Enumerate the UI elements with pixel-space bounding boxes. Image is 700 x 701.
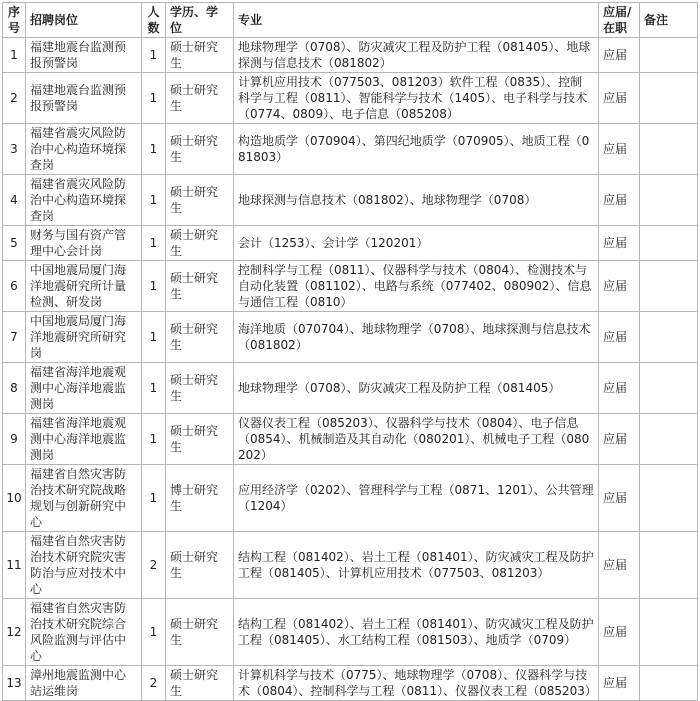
cell-degree: 硕士研究生 xyxy=(166,666,234,701)
cell-note xyxy=(640,414,698,465)
header-position: 招聘岗位 xyxy=(26,3,142,38)
cell-status: 应届 xyxy=(599,38,640,73)
cell-position: 福建省震灾风险防治中心构造环境探查岗 xyxy=(26,124,142,175)
cell-note xyxy=(640,599,698,666)
cell-index: 4 xyxy=(3,175,26,226)
table-row xyxy=(3,666,698,701)
table-row xyxy=(3,312,698,363)
cell-position: 福建省自然灾害防治技术研究院战略规划与创新研究中心 xyxy=(26,465,142,532)
cell-degree: 硕士研究生 xyxy=(166,124,234,175)
cell-degree: 硕士研究生 xyxy=(166,261,234,312)
cell-index: 11 xyxy=(3,532,26,599)
cell-count: 1 xyxy=(142,124,166,175)
cell-degree: 硕士研究生 xyxy=(166,312,234,363)
cell-count: 1 xyxy=(142,599,166,666)
cell-note xyxy=(640,363,698,414)
cell-count: 1 xyxy=(142,465,166,532)
cell-degree: 硕士研究生 xyxy=(166,73,234,124)
cell-status: 应届 xyxy=(599,599,640,666)
cell-status: 应届 xyxy=(599,124,640,175)
recruitment-table xyxy=(2,2,698,701)
cell-position: 福建地震台监测预报预警岗 xyxy=(26,38,142,73)
cell-position: 福建省海洋地震观测中心海洋地震监测岗 xyxy=(26,363,142,414)
table-row xyxy=(3,532,698,599)
cell-note xyxy=(640,73,698,124)
table-row xyxy=(3,124,698,175)
cell-note xyxy=(640,532,698,599)
header-row xyxy=(3,3,698,38)
table-row xyxy=(3,73,698,124)
cell-status: 应届 xyxy=(599,414,640,465)
table-row xyxy=(3,175,698,226)
cell-count: 1 xyxy=(142,261,166,312)
cell-position: 福建省自然灾害防治技术研究院综合风险监测与评估中心 xyxy=(26,599,142,666)
cell-major: 构造地质学（070904）、第四纪地质学（070905）、地质工程（081803） xyxy=(234,124,599,175)
cell-degree: 硕士研究生 xyxy=(166,175,234,226)
cell-position: 福建地震台监测预报预警岗 xyxy=(26,73,142,124)
cell-degree: 硕士研究生 xyxy=(166,532,234,599)
table-body xyxy=(3,38,698,701)
cell-position: 漳州地震监测中心站运维岗 xyxy=(26,666,142,701)
cell-major: 计算机科学与技术（0775）、地球物理学（0708）、仪器科学与技术（0804）、控制科学与工程（0811）、仪器仪表工程（085203） xyxy=(234,666,599,701)
cell-major: 控制科学与工程（0811）、仪器科学与技术（0804）、检测技术与自动化装置（081102）、电路与系统（077402、080902）、信息与通信工程（0810） xyxy=(234,261,599,312)
cell-count: 2 xyxy=(142,532,166,599)
cell-status: 应届 xyxy=(599,312,640,363)
cell-count: 1 xyxy=(142,175,166,226)
cell-note xyxy=(640,226,698,261)
cell-degree: 硕士研究生 xyxy=(166,414,234,465)
header-index: 序号 xyxy=(3,3,26,38)
cell-index: 5 xyxy=(3,226,26,261)
cell-status: 应届 xyxy=(599,261,640,312)
cell-note xyxy=(640,261,698,312)
cell-status: 应届 xyxy=(599,226,640,261)
table-row xyxy=(3,599,698,666)
cell-index: 6 xyxy=(3,261,26,312)
header-count: 人数 xyxy=(142,3,166,38)
cell-count: 1 xyxy=(142,226,166,261)
table-row xyxy=(3,414,698,465)
cell-note xyxy=(640,38,698,73)
cell-degree: 博士研究生 xyxy=(166,465,234,532)
cell-status: 应届 xyxy=(599,175,640,226)
cell-note xyxy=(640,175,698,226)
header-note: 备注 xyxy=(640,3,698,38)
cell-major: 地球物理学（0708）、防灾减灾工程及防护工程（081405）、地球探测与信息技术（081802） xyxy=(234,38,599,73)
cell-count: 2 xyxy=(142,666,166,701)
cell-count: 1 xyxy=(142,38,166,73)
cell-index: 13 xyxy=(3,666,26,701)
cell-degree: 硕士研究生 xyxy=(166,226,234,261)
cell-status: 应届 xyxy=(599,363,640,414)
cell-position: 中国地震局厦门海洋地震研究所计量检测、研发岗 xyxy=(26,261,142,312)
cell-major: 地球探测与信息技术（081802）、地球物理学（0708） xyxy=(234,175,599,226)
cell-status: 应届 xyxy=(599,73,640,124)
table-row xyxy=(3,465,698,532)
cell-note xyxy=(640,666,698,701)
cell-status: 应届 xyxy=(599,532,640,599)
cell-note xyxy=(640,465,698,532)
cell-major: 海洋地质（070704）、地球物理学（0708）、地球探测与信息技术（081802） xyxy=(234,312,599,363)
cell-major: 结构工程（081402）、岩土工程（081401）、防灾减灾工程及防护工程（081405）、计算机应用技术（077503、081203） xyxy=(234,532,599,599)
cell-major: 会计（1253）、会计学（120201） xyxy=(234,226,599,261)
cell-degree: 硕士研究生 xyxy=(166,599,234,666)
cell-position: 福建省海洋地震观测中心海洋地震监测岗 xyxy=(26,414,142,465)
cell-index: 7 xyxy=(3,312,26,363)
cell-degree: 硕士研究生 xyxy=(166,38,234,73)
cell-status: 应届 xyxy=(599,465,640,532)
cell-count: 1 xyxy=(142,414,166,465)
cell-count: 1 xyxy=(142,363,166,414)
cell-major: 应用经济学（0202）、管理科学与工程（0871、1201）、公共管理（1204） xyxy=(234,465,599,532)
cell-index: 1 xyxy=(3,38,26,73)
table-row xyxy=(3,363,698,414)
header-degree: 学历、学位 xyxy=(166,3,234,38)
cell-major: 计算机应用技术（077503、081203）软件工程（0835）、控制科学与工程（0811）、智能科学与技术（1405）、电子科学与技术（0774、0809）、电子信息（085208） xyxy=(234,73,599,124)
cell-position: 福建省震灾风险防治中心构造环境探查岗 xyxy=(26,175,142,226)
cell-position: 财务与国有资产管理中心会计岗 xyxy=(26,226,142,261)
cell-index: 10 xyxy=(3,465,26,532)
cell-count: 1 xyxy=(142,312,166,363)
cell-count: 1 xyxy=(142,73,166,124)
cell-major: 仪器仪表工程（085203）、仪器科学与技术（0804）、电子信息（0854）、机械制造及其自动化（080201）、机械电子工程（080202） xyxy=(234,414,599,465)
cell-status: 应届 xyxy=(599,666,640,701)
cell-major: 地球物理学（0708）、防灾减灾工程及防护工程（081405） xyxy=(234,363,599,414)
table-row xyxy=(3,38,698,73)
cell-index: 9 xyxy=(3,414,26,465)
cell-note xyxy=(640,312,698,363)
cell-index: 12 xyxy=(3,599,26,666)
cell-degree: 硕士研究生 xyxy=(166,363,234,414)
cell-position: 中国地震局厦门海洋地震研究所研究岗 xyxy=(26,312,142,363)
cell-major: 结构工程（081402）、岩土工程（081401）、防灾减灾工程及防护工程（081405）、水工结构工程（081503）、地质学（0709） xyxy=(234,599,599,666)
header-status: 应届/在职 xyxy=(599,3,640,38)
cell-index: 8 xyxy=(3,363,26,414)
cell-index: 3 xyxy=(3,124,26,175)
table-row xyxy=(3,261,698,312)
table-row xyxy=(3,226,698,261)
cell-index: 2 xyxy=(3,73,26,124)
cell-note xyxy=(640,124,698,175)
cell-position: 福建省自然灾害防治技术研究院灾害防治与应对技术中心 xyxy=(26,532,142,599)
header-major: 专业 xyxy=(234,3,599,38)
